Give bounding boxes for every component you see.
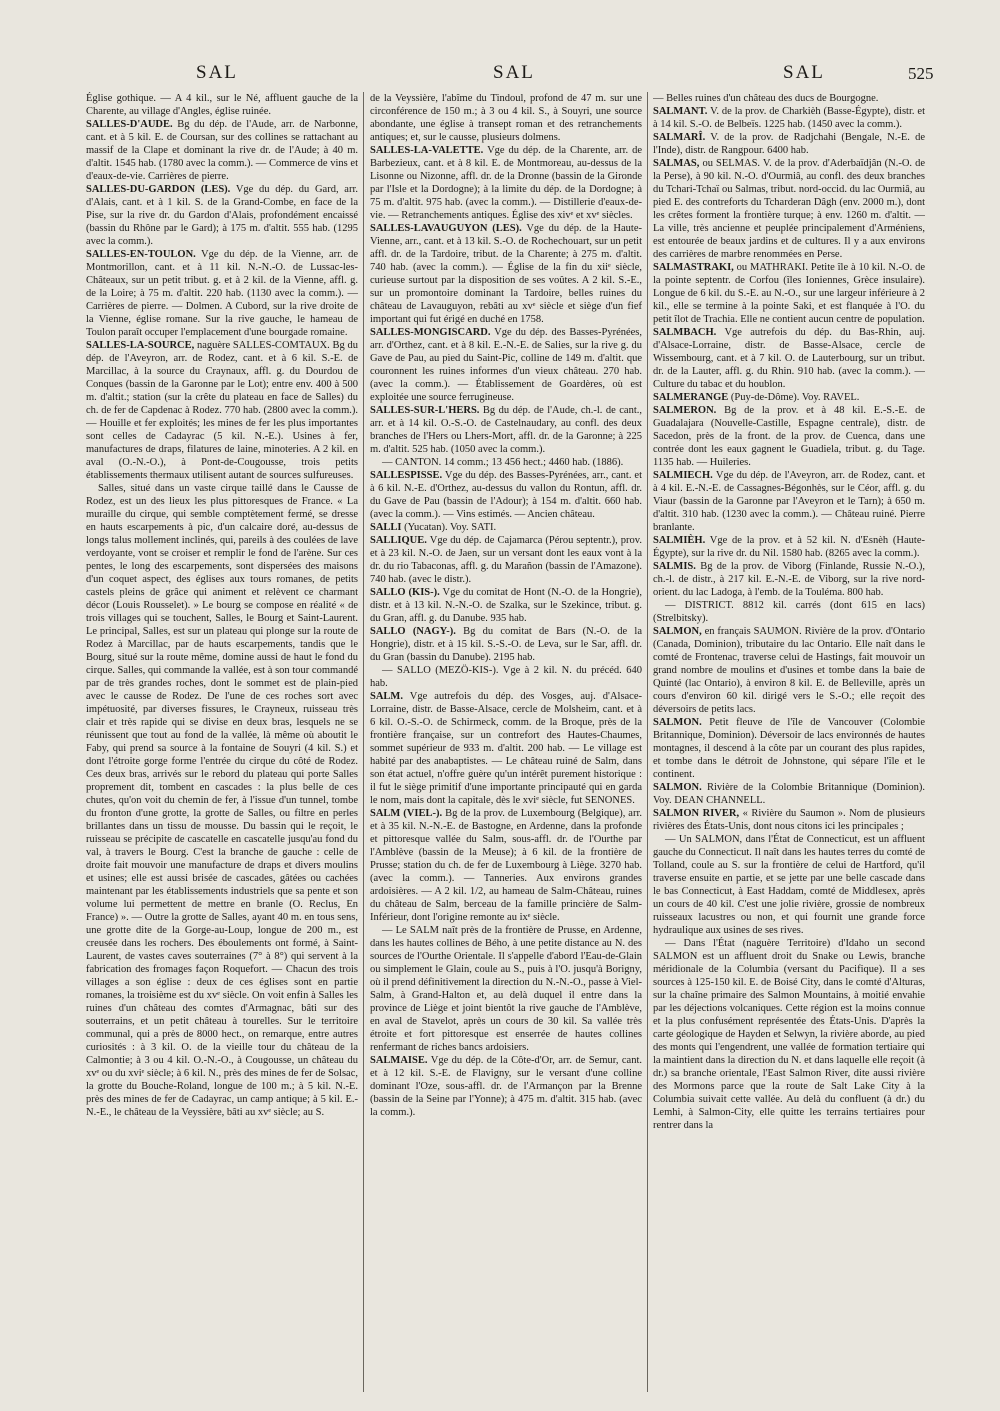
- entry-text: Vge de la prov. et à 52 kil. N. d'Esnèh (Haute-Égypte), sur la rive dr. du Nil. 1580 hab. (8265 avec la comm.).: [653, 535, 925, 559]
- entry-headword: SALLES-MONGISCARD.: [370, 327, 491, 338]
- dictionary-entry: [653, 560, 925, 599]
- entry-headword: SALMIS.: [653, 561, 696, 572]
- column-1: [86, 92, 358, 1392]
- entry-text: Vge du dép. de la Côte-d'Or, arr. de Semur, cant. et à 12 kil. S.-E. de Flavigny, sur le versant d'une colline dominant l'Oze, sous-affl. dr. de l'Armançon par la Brenne (bassin de la Seine par l'Yonne); à 475 m. d'altit. 315 hab. (avec la comm.).: [370, 1055, 642, 1118]
- dictionary-entry: [370, 222, 642, 326]
- column-rule-2: [647, 92, 648, 1392]
- dictionary-entry: [653, 833, 925, 937]
- entry-headword: SALLES-DU-GARDON (LES).: [86, 184, 231, 195]
- entry-headword: SALM.: [370, 691, 403, 702]
- entry-text: naguère SALLES-COMTAUX. Bg du dép. de l'Aveyron, arr. de Rodez, cant. et à 6 kil. S.-E. de Marcillac, à la source du Craynaux, affl. g. du Dourdou de Conques (bassin de la Garonne par le Lot); entre env. 400 à 500 m. d'altit.; station (sur la crête du plateau en face de Salles) du ch. de fer de Capdenac à Rodez. 770 hab. (2800 avec la comm.). — Houille et fer exploités; les mines de fer les plus importantes sont celles de Cadayrac (5 kil. N.-E.). Usines à fer, manufactures de draps, filatures de laine, minoteries. A 2 kil. en aval (O.-N.-O.), à Pont-de-Cougousse, trois petits établissements thermaux utilisent autant de sources sulfureuses.: [86, 340, 358, 481]
- entry-headword: SALMARÎ.: [653, 132, 706, 143]
- dictionary-entry: [370, 690, 642, 807]
- dictionary-entry: [86, 92, 358, 118]
- dictionary-entry: [370, 586, 642, 625]
- dictionary-entry: [370, 456, 642, 469]
- entry-text: Rivière de la Colombie Britannique (Dominion). Voy. DEAN CHANNELL.: [653, 782, 925, 806]
- entry-text: Église gothique. — A 4 kil., sur le Né, affluent gauche de la Charente, au village d'Angles, église ruinée.: [86, 93, 358, 117]
- entry-text: — Un SALMON, dans l'État de Connecticut, est un affluent gauche du Connecticut. Il naît dans les hautes terres du comté de Tolland, coule au S. sur la frontière de celui de Hartford, qu'il traverse ensuite en partie, et se jette par une belle cascade dans le bas Connecticut, à East Haddam, comté de Middlesex, après un cours de 40 kil. C'est une jolie rivière, grossie de nombreux ruisseaux lacustres ou non, et qui fournit une grande force hydraulique aux usines de ses rives.: [653, 834, 925, 936]
- entry-text: Vge du dép. de l'Aveyron, arr. de Rodez, cant. et à 4 kil. E.-N.-E. de Cassagnes-Bégonhès, sur le Céor, affl. g. du Viaur (bassin de la Garonne par l'Aveyron et le Tarn); à 650 m. d'altit. 310 hab. (1230 avec la comm.). — Château ruiné. Pierre branlante.: [653, 470, 925, 533]
- dictionary-entry: [370, 625, 642, 664]
- entry-text: Petit fleuve de l'île de Vancouver (Colombie Britannique, Dominion). Déversoir de lacs environnés de hautes montagnes, il descend à la côte par un courant des plus rapides, et tombe dans le détroit de Johnstone, qui sépare l'île et le continent.: [653, 717, 925, 780]
- entry-text: (Yucatan). Voy. SATI.: [404, 522, 497, 533]
- dictionary-entry: [370, 521, 642, 534]
- entry-headword: SALMBACH.: [653, 327, 717, 338]
- entry-headword: SALLIQUE.: [370, 535, 427, 546]
- dictionary-entry: [370, 404, 642, 456]
- dictionary-entry: [86, 248, 358, 339]
- dictionary-entry: [370, 664, 642, 690]
- dictionary-entry: [653, 534, 925, 560]
- dictionary-entry: [370, 144, 642, 222]
- dictionary-entry: [653, 716, 925, 781]
- dictionary-entry: [370, 534, 642, 586]
- entry-headword: SALLES-LA-VALETTE.: [370, 145, 484, 156]
- entry-headword: SALM (VIEL-).: [370, 808, 443, 819]
- entry-headword: SALMON.: [653, 782, 702, 793]
- dictionary-entry: [653, 92, 925, 105]
- dictionary-entry: [653, 807, 925, 833]
- entry-text: — Le SALM naît près de la frontière de Prusse, en Ardenne, dans les hautes collines de Bého, à une petite distance au N. des sources de l'Ourthe Orientale. Il s'appelle d'abord l'Eau-de-Glain ou simplement le Glain, coule au S., puis à l'O. jusqu'à Borigny, où il prend définitivement la direction du N.-N.-O., passe à Viel-Salm, à Grand-Halton et, au delà duquel il entre dans la province de Liège et joint bientôt la rive gauche de l'Amblève, en aval de Stavelot, après un cours de 30 kil. Sa vallée très étroite et fort pittoresque est enserrée de hautes collines renfermant de riches bancs ardoisiers.: [370, 925, 642, 1053]
- column-rule-1: [363, 92, 364, 1392]
- dictionary-entry: [653, 261, 925, 326]
- entry-headword: SALMERON.: [653, 405, 717, 416]
- entry-text: — DISTRICT. 8812 kil. carrés (dont 615 en lacs) (Strelbitsky).: [653, 600, 925, 624]
- dictionary-entry: [653, 625, 925, 716]
- dictionary-entry: [653, 599, 925, 625]
- running-head-right: SAL: [783, 62, 825, 83]
- entry-text: Salles, situé dans un vaste cirque taillé dans le Causse de Rodez, est un des lieux les plus pittoresques de France. « La muraille du cirque, qui semble comptètement fermé, se dresse en hauts escarpements à pic, d'un calcaire doré, au-dessus de longs talus mollement inclinés, qui, pareils à des coulées de lave verdoyante, vont se croiser et remplir le fond de l'arène. Sur ces pentes, le long des escarpements, sont dispersées des maisons d'un coquet aspect, des églises aux tours romanes, de petits castels pleins de grâce qui animent et relèvent ce charmant décor (Louis Rousselet). » Le bourg se compose en réalité « de trois villages qui se touchent, Salles, le Bourg et Saint-Laurent. Le principal, Salles, est sur un plateau qui plonge sur la route de Rodez à Marcillac, par de hauts escarpements, tandis que le Bourg, situé sur la route même, domine aussi de haut le fond du cirque. Salles, qui commande la vallée, est à son tour commandé par de très grandes roches, dont le sommet est de plain-pied avec le causse de Rodez. De l'une de ces roches sort avec impétuosité, par diverses fissures, le Crayneux, ruisseau très clair et très rapide qui se divise en deux bras, lesquels ne se réunissent que tout au fond de la vallée, là même où aboutit le Faby, qui prend sa source à la fontaine de Souyri (4 kil. S.) et dont l'étroite gorge forme l'entrée du cirque du côté de Rodez. Ces deux bras, arrivés sur le rebord du plateau qui porte Salles proprement dit, tombent en cascades : la plus belle de ces chutes, qu'on voit du chemin de fer, à l'issue d'un tunnel, tombe du fronton d'une grotte, la grotte de Salles, ou filtre en perles brillantes dans un tissu de mousse. Du bassin qui le reçoit, le ruisseau se précipite de cascatelle en cascatelle jusqu'au fond du val, à travers le Bourg. C'est la branche de gauche : celle de droite fait mouvoir une manufacture de draps et divers moulins et usines; elle est aussi brisée de cascades, gâtées ou cachées maintenant par les établissements industriels que sa pente et son volume lui permettent de mettre en branle (O. Reclus, En France) ». — Outre la grotte de Salles, ayant 40 m. en tous sens, une grotte dite de la Gorge-au-Loup, longue de 200 m., est creusée dans les rochers. Des éboulements ont formé, à Saint-Laurent, de vastes caves souterraines (7° à 8°) qui servent à la fabrication des fromages façon Roquefort. — Chacun des trois villages a son église : deux de ces églises sont en partie romanes, la troisième est du xvᵉ siècle. On voit enfin à Salles les ruines d'un château des comtes d'Armagnac, bâti sur des souterrains, et un petit château à tourelles. Sur le territoire communal, qui a près de 8000 hect., on remarque, entre autres curiosités : à 3 kil. O. de la vieille tour du château de la Calmontie; à 3 ou 4 kil. O.-N.-O., à Cougousse, un château du xvᵉ ou du xviᵉ siècle; à 6 kil. N., près des mines de fer de Solsac, la grotte du Bouche-Roland, longue de 100 m.; à 5 kil. N.-E. près des mines de fer de Cadayrac, un camp antique; à 5 kil. E.-N.-E., le château de la Veyssière, bâti au xvᵉ siècle; au S.: [86, 483, 358, 1118]
- entry-text: « Rivière du Saumon ». Nom de plusieurs rivières des États-Unis, dont nous citons ici les principales ;: [653, 808, 925, 832]
- entry-headword: SALMERANGE: [653, 392, 729, 403]
- entry-text: Vge du dép. de la Haute-Vienne, arr., cant. et à 13 kil. S.-O. de Rochechouart, sur un petit affl. dr. de la Tardoire, tribut. de la Charente; à 275 m. d'altit. 740 hab. (avec la comm.). — Église de la fin du xiiᵉ siècle, curieuse surtout par la disposition de ses voûtes. A 2 kil. S.-E., sur un promontoire dominant la Tardoire, belles ruines du château de Lavauguyon, rebâti au xvᵉ siècle et siège d'un fief important qui fut érigé en duché en 1758.: [370, 223, 642, 325]
- dictionary-entry: [653, 105, 925, 131]
- entry-headword: SALMON.: [653, 717, 702, 728]
- entry-headword: SALMON,: [653, 626, 702, 637]
- entry-headword: SALLES-EN-TOULON.: [86, 249, 196, 260]
- running-head-center: SAL: [493, 62, 535, 83]
- entry-text: Vge du dép. du Gard, arr. d'Alais, cant. et à 1 kil. S. de la Grand-Combe, en face de la Pise, sur la rive dr. du Gardon d'Alais, profondément encaissé (bassin du Rhône par le Gard); à 175 m. d'altit. 555 hab. (1295 avec la comm.).: [86, 184, 358, 247]
- entry-text: Bg de la prov. de Viborg (Finlande, Russie N.-O.), ch.-l. de distr., à 217 kil. E.-N.-E. de Viborg, sur la rive nord-orient. du lac Ladoga, à l'emb. de la Touléma. 800 hab.: [653, 561, 925, 598]
- entry-headword: SALLI: [370, 522, 402, 533]
- dictionary-entry: [370, 924, 642, 1054]
- entry-text: ou MATHRAKI. Petite île à 10 kil. N.-O. de la pointe septentr. de Corfou (îles Ioniennes, Grèce insulaire). Longue de 6 kil. du S.-E. au N.-O., sur une largeur inférieure à 2 kil., elle se termine à la pointe Saki, et est flanquée à l'O. du petit îlot de Trachia. Elle ne contient aucun centre de population.: [653, 262, 925, 325]
- dictionary-entry: [370, 326, 642, 404]
- dictionary-entry: [370, 92, 642, 144]
- dictionary-entry: [653, 404, 925, 469]
- entry-text: Vge du dép. des Basses-Pyrénées, arr., cant. et à 6 kil. N.-E. d'Orthez, au-dessus du vallon du Rontun, affl. dr. du Gave de Pau (bassin de l'Adour); à 154 m. d'altit. 660 hab. (avec la comm.). — Vins estimés. — Ancien château.: [370, 470, 642, 520]
- dictionary-entry: [653, 781, 925, 807]
- entry-text: Vge du dép. de Cajamarca (Pérou septentr.), prov. et à 23 kil. N.-O. de Jaen, sur un versant dont les eaux vont à la dr. du rio Tabaconas, affl. g. du Marañon (bassin de l'Amazone). 740 hab. (avec le distr.).: [370, 535, 642, 585]
- entry-headword: SALLES-LAVAUGUYON (LES).: [370, 223, 522, 234]
- dictionary-entry: [86, 339, 358, 482]
- entry-text: Bg du dép. de l'Aude, arr. de Narbonne, cant. et à 5 kil. E. de Coursan, sur des collines se rattachant au massif de la Clape et dominant la rive dr. de l'Aude; à 40 m. d'altit. 1545 hab. (1780 avec la comm.). — Commerce de vins et d'eaux-de-vie. Carrières de pierre.: [86, 119, 358, 182]
- entry-text: ou SELMAS. V. de la prov. d'Aderbaïdjân (N.-O. de la Perse), à 90 kil. N.-O. d'Ourmiâ, au confl. des deux branches du Tchari-Tchaï ou Salmas, tribut. nord-occid. du lac Ourmiâ, au pied E. des contreforts du Tcharderan Dâgh (env. 2000 m.), dont les crêtes forment la frontière turque; à env. 1260 m. d'altit. — La ville, très ancienne et peuplée principalement d'Arméniens, est entourée de beaux jardins et de cultures. Il y a aux environs des carrières de marbre renommées en Perse.: [653, 158, 925, 260]
- dictionary-entry: [653, 469, 925, 534]
- entry-headword: SALLES-LA-SOURCE,: [86, 340, 195, 351]
- dictionary-entry: [653, 391, 925, 404]
- dictionary-entry: [370, 807, 642, 924]
- entry-text: Vge du dép. de la Vienne, arr. de Montmorillon, cant. et à 11 kil. N.-N.-O. de Lussac-les-Châteaux, sur un petit tribut. g. et à 2 kil. de la Vienne, affl. g. de la Loire; à 75 m. d'altit. 220 hab. (1130 avec la comm.). — Carrières de pierre. — Dolmen. A Cubord, sur la rive droite de la Vienne, église romane. Sur la rive gauche, le hameau de Toulon paraît occuper l'emplacement d'une bourgade romaine.: [86, 249, 358, 338]
- dictionary-entry: [653, 937, 925, 1132]
- entry-headword: SALMIÈH.: [653, 535, 706, 546]
- entry-text: Bg du dép. de l'Aude, ch.-l. de cant., arr. et à 14 kil. O.-S.-O. de Castelnaudary, au confl. des deux branches de l'Hers ou Lhers-Mort, affl. dr. de la Garonne; à 225 m. d'altit. 525 hab. (1050 avec la comm.).: [370, 405, 642, 455]
- dictionary-entry: [653, 157, 925, 261]
- entry-headword: SALLES-D'AUDE.: [86, 119, 173, 130]
- dictionary-entry: [86, 482, 358, 1119]
- dictionary-entry: [370, 469, 642, 521]
- dictionary-entry: [653, 131, 925, 157]
- entry-text: — Belles ruines d'un château des ducs de Bourgogne.: [653, 93, 879, 104]
- entry-text: Vge autrefois du dép. des Vosges, auj. d'Alsace-Lorraine, distr. de Basse-Alsace, cercle de Molsheim, cant. et à 6 kil. O.-S.-O. de Schirmeck, comm. de la Broque, près de la frontière française, sur un contrefort des Hautes-Chaumes, sommet supérieur de 933 m. d'altit. 200 hab. — Le village est habité par des anabaptistes. — Le château ruiné de Salm, dans son état actuel, n'offre guère qu'un intérêt purement historique : il fut le siège primitif d'une importante principauté qui en garda le nom, mais dont la capitale, dès le xviᵉ siècle, fut SENONES.: [370, 691, 642, 806]
- entry-headword: SALMIECH.: [653, 470, 713, 481]
- entry-text: de la Veyssière, l'abîme du Tindoul, profond de 47 m. sur une circonférence de 150 m.; à 3 ou 4 kil. S., à Souyri, une source abondante, une église à transept roman et des retranchements antiques; et, sur le causse, plusieurs dolmens.: [370, 93, 642, 143]
- entry-headword: SALMANT.: [653, 106, 708, 117]
- entry-headword: SALMAS,: [653, 158, 700, 169]
- dictionary-entry: [86, 183, 358, 248]
- entry-text: — CANTON. 14 comm.; 13 456 hect.; 4460 hab. (1886).: [382, 457, 624, 468]
- dictionary-entry: [370, 1054, 642, 1119]
- page-number: 525: [908, 64, 934, 83]
- entry-text: en français SAUMON. Rivière de la prov. d'Ontario (Canada, Dominion), tributaire du lac Ontario. Elle naît dans le comté de Frontenac, traverse celui de Hastings, fait mouvoir un grand nombre de moulins et d'usines et tombe dans la baie de Quinté (lac Ontario), à environ 8 kil. E. de Belleville, après un cours d'environ 60 kil. dirigé vers le S.-O.; elle reçoit des déversoirs de petits lacs.: [653, 626, 925, 715]
- running-head-left: SAL: [196, 62, 238, 83]
- entry-text: (Puy-de-Dôme). Voy. RAVEL.: [730, 392, 860, 403]
- entry-text: Vge autrefois du dép. du Bas-Rhin, auj. d'Alsace-Lorraine, distr. de Basse-Alsace, cercle de Wissembourg, cant. et à 7 kil. O. de Lauterbourg, sur un tribut. dr. de la Lauter, affl. g. du Rhin. 910 hab. (avec la comm.). — Culture du tabac et du houblon.: [653, 327, 925, 390]
- entry-headword: SALMASTRAKI,: [653, 262, 734, 273]
- entry-text: — SALLO (MEZÖ-KIS-). Vge à 2 kil. N. du précéd. 640 hab.: [370, 665, 642, 689]
- entry-text: Bg de la prov. de Luxembourg (Belgique), arr. et à 35 kil. N.-N.-E. de Bastogne, en Ardenne, dans la profonde et pittoresque vallée du Salm, sous-affl. dr. de l'Ourthe par l'Amblève (bassin de la Meuse); à 6 kil. de la frontière de Prusse; station du ch. de fer de Luxembourg à Liège. 3270 hab. (avec la comm.). — Tanneries. Aux environs grandes ardoisières. — A 2 kil. 1/2, au hameau de Salm-Château, ruines du château de Salm, berceau de la famille princière de Salm-Inférieur, dont l'origine remonte au ixᵉ siècle.: [370, 808, 642, 923]
- entry-text: Vge du dép. des Basses-Pyrénées, arr. d'Orthez, cant. et à 8 kil. E.-N.-E. de Salies, sur la rive g. du Gave de Pau, au pied du Saint-Pic, colline de 149 m. d'altit. que couronnent les ruines informes d'un vieux château. 270 hab. (avec la comm.). — Établissement de Goardères, où est exploitée une source ferrugineuse.: [370, 327, 642, 403]
- entry-text: V. de la prov. de Charkièh (Basse-Égypte), distr. et à 14 kil. S.-O. de Belbeïs. 1225 hab. (1450 avec la comm.).: [653, 106, 925, 130]
- entry-text: — Dans l'État (naguère Territoire) d'Idaho un second SALMON est un affluent droit du Snake ou Lewis, branche méridionale de la Columbia (versant du Pacifique). Il a ses sources à 125-150 kil. E. de Boisé City, dans le comté d'Alturas, sur la chaîne primaire des Salmon Mountains, à moitié envahie par les déjections volcaniques. Cette région est la moins connue et la plus confusément représentée des États-Unis. D'après la carte géologique de Hayden et Selwyn, la rivière aborde, au pied des monts qui l'engendrent, une vallée de formation tertiaire qui la maintient dans la direction du N. et dans laquelle elle reçoit (à dr.) sa branche orientale, l'East Salmon River, dite aussi rivière des Mormons parce que la route de Salt Lake City à la Columbia suivait cette vallée. Au delà du confluent (à dr.) du Lemhi, à Salmon-City, elle quitte les terrains tertiaires pour rentrer dans la: [653, 938, 925, 1131]
- entry-headword: SALMON RIVER,: [653, 808, 740, 819]
- entry-text: V. de la prov. de Radjchahi (Bengale, N.-E. de l'Inde), distr. de Rangpour. 6400 hab.: [653, 132, 925, 156]
- dictionary-entry: [86, 118, 358, 183]
- entry-headword: SALLESPISSE.: [370, 470, 443, 481]
- entry-text: Bg du comitat de Bars (N.-O. de la Hongrie), distr. et à 15 kil. S.-S.-O. de Leva, sur le Sar, affl. dr. du Gran (bassin du Danube). 2195 hab.: [370, 626, 642, 663]
- entry-headword: SALMAISE.: [370, 1055, 428, 1066]
- dictionary-entry: [653, 326, 925, 391]
- entry-text: Bg de la prov. et à 48 kil. E.-S.-E. de Guadalajara (Nouvelle-Castille, Espagne centrale), distr. de Sacedon, près de la front. de la prov. de Cuenca, dans une contrée dont les eaux gagnent le Guadiela, tribut. g. du Tage. 1135 hab. — Huileries.: [653, 405, 925, 468]
- entry-headword: SALLO (KIS-).: [370, 587, 440, 598]
- entry-headword: SALLO (NAGY-).: [370, 626, 456, 637]
- entry-headword: SALLES-SUR-L'HERS.: [370, 405, 480, 416]
- column-3: [653, 92, 925, 1392]
- entry-text: Vge du dép. de la Charente, arr. de Barbezieux, cant. et à 8 kil. E. de Montmoreau, au-dessus de la Lisonne ou Nizonne, affl. dr. de la Dronne (bassin de la Gironde par l'Isle et la Dordogne); à la limite du dép. de la Dordogne; à 75 m. d'altit. 975 hab. (avec la comm.). — Distillerie d'eaux-de-vie. — Retranchements antiques. Église des xivᵉ et xvᵉ siècles.: [370, 145, 642, 221]
- entry-text: Vge du comitat de Hont (N.-O. de la Hongrie), distr. et à 13 kil. N.-N.-O. de Szalka, sur le Szekince, tribut. g. du Gran, affl. g. du Danube. 935 hab.: [370, 587, 642, 624]
- column-2: [370, 92, 642, 1392]
